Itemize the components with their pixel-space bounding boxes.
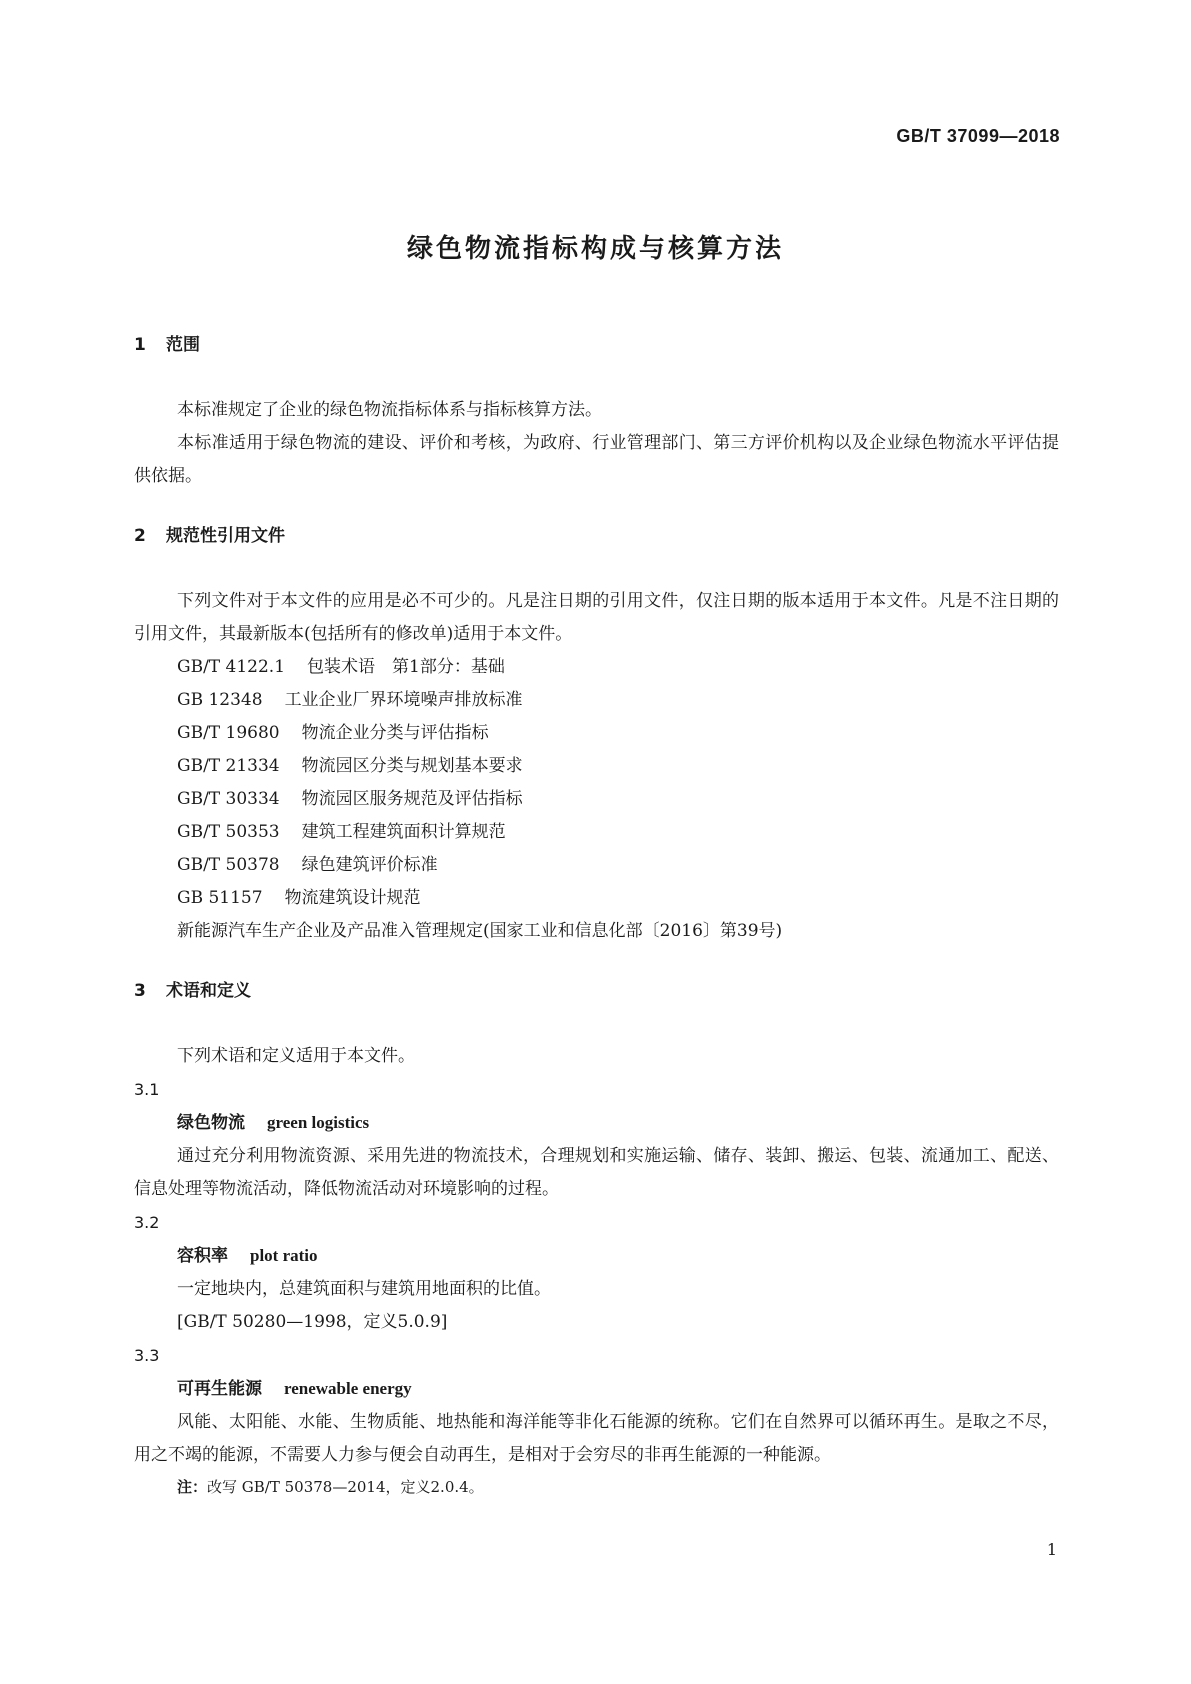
term-number: 3.1: [134, 1080, 160, 1099]
reference-title: 工业企业厂界环境噪声排放标准: [284, 690, 523, 710]
term-name-zh: 容积率: [177, 1246, 228, 1266]
reference-item: [134, 783, 1059, 816]
reference-code: GB/T 30334: [177, 789, 280, 809]
page-number: 1: [1046, 1540, 1057, 1559]
reference-item-regulation: 新能源汽车生产企业及产品准入管理规定(国家工业和信息化部〔2016〕第39号): [177, 921, 783, 941]
term-name-en: renewable energy: [284, 1379, 412, 1398]
reference-item: [134, 882, 1059, 915]
reference-title: 物流园区服务规范及评估指标: [301, 789, 523, 809]
paragraph: 下列文件对于本文件的应用是必不可少的。凡是注日期的引用文件，仅注日期的版本适用于本文件。凡是不注日期的引用文件，其最新版本(包括所有的修改单)适用于本文件。: [134, 591, 1059, 644]
term-name-en: plot ratio: [250, 1246, 318, 1265]
paragraph: 下列术语和定义适用于本文件。: [177, 1046, 415, 1066]
term-name-en: green logistics: [267, 1113, 370, 1132]
section-title: 范围: [166, 335, 200, 355]
reference-code: GB 51157: [177, 888, 263, 908]
section-title: 规范性引用文件: [166, 526, 285, 546]
note-label: 注：: [177, 1478, 208, 1496]
reference-code: GB 12348: [177, 690, 263, 710]
reference-code: GB/T 50353: [177, 822, 280, 842]
term-definition: 一定地块内，总建筑面积与建筑用地面积的比值。: [177, 1279, 551, 1299]
section-heading-terms-definitions: [134, 978, 1059, 1004]
reference-title: 物流企业分类与评估指标: [301, 723, 489, 743]
term-definition: 通过充分利用物流资源、采用先进的物流技术，合理规划和实施运输、储存、装卸、搬运、包装、流通加工、配送、信息处理等物流活动，降低物流活动对环境影响的过程。: [134, 1146, 1059, 1199]
term-name: [134, 1239, 1059, 1273]
term-number: 3.2: [134, 1213, 160, 1232]
reference-item: [134, 849, 1059, 882]
term-name-zh: 绿色物流: [177, 1113, 245, 1133]
term-definition: 风能、太阳能、水能、生物质能、地热能和海洋能等非化石能源的统称。它们在自然界可以循环再生。是取之不尽，用之不竭的能源，不需要人力参与便会自动再生，是相对于会穷尽的非再生能源的一种能源。: [134, 1412, 1059, 1465]
reference-title: 物流建筑设计规范: [284, 888, 421, 908]
term-name: [134, 1372, 1059, 1406]
note-text: 改写 GB/T 50378—2014，定义2.0.4。: [207, 1478, 484, 1496]
term-number: 3.3: [134, 1346, 160, 1365]
reference-code: GB/T 19680: [177, 723, 280, 743]
reference-item: [134, 651, 1059, 684]
reference-code: GB/T 21334: [177, 756, 280, 776]
reference-item: [134, 816, 1059, 849]
reference-item: [134, 717, 1059, 750]
reference-item: [134, 684, 1059, 717]
section-heading-normative-references: [134, 523, 1059, 549]
reference-code: GB/T 4122.1: [177, 657, 286, 677]
section-number: 3: [134, 981, 146, 1001]
section-number: 1: [134, 335, 146, 355]
paragraph: 本标准规定了企业的绿色物流指标体系与指标核算方法。: [177, 400, 602, 420]
section-title: 术语和定义: [166, 981, 251, 1001]
term-name: [134, 1106, 1059, 1140]
term-note: [134, 1472, 1059, 1502]
reference-item: [134, 750, 1059, 783]
reference-title: 绿色建筑评价标准: [301, 855, 438, 875]
term-source: [GB/T 50280—1998，定义5.0.9]: [177, 1312, 448, 1332]
reference-title: 建筑工程建筑面积计算规范: [301, 822, 506, 842]
reference-title: 包装术语 第1部分：基础: [307, 657, 505, 677]
paragraph: 本标准适用于绿色物流的建设、评价和考核，为政府、行业管理部门、第三方评价机构以及企业绿色物流水平评估提供依据。: [134, 433, 1059, 486]
reference-code: GB/T 50378: [177, 855, 280, 875]
term-name-zh: 可再生能源: [177, 1379, 262, 1399]
section-heading-scope: [134, 332, 1059, 358]
document-body: [134, 332, 1059, 1502]
reference-title: 物流园区分类与规划基本要求: [301, 756, 523, 776]
standard-code: GB/T 37099—2018: [896, 126, 1060, 146]
document-title: 绿色物流指标构成与核算方法: [406, 234, 784, 264]
section-number: 2: [134, 526, 146, 546]
